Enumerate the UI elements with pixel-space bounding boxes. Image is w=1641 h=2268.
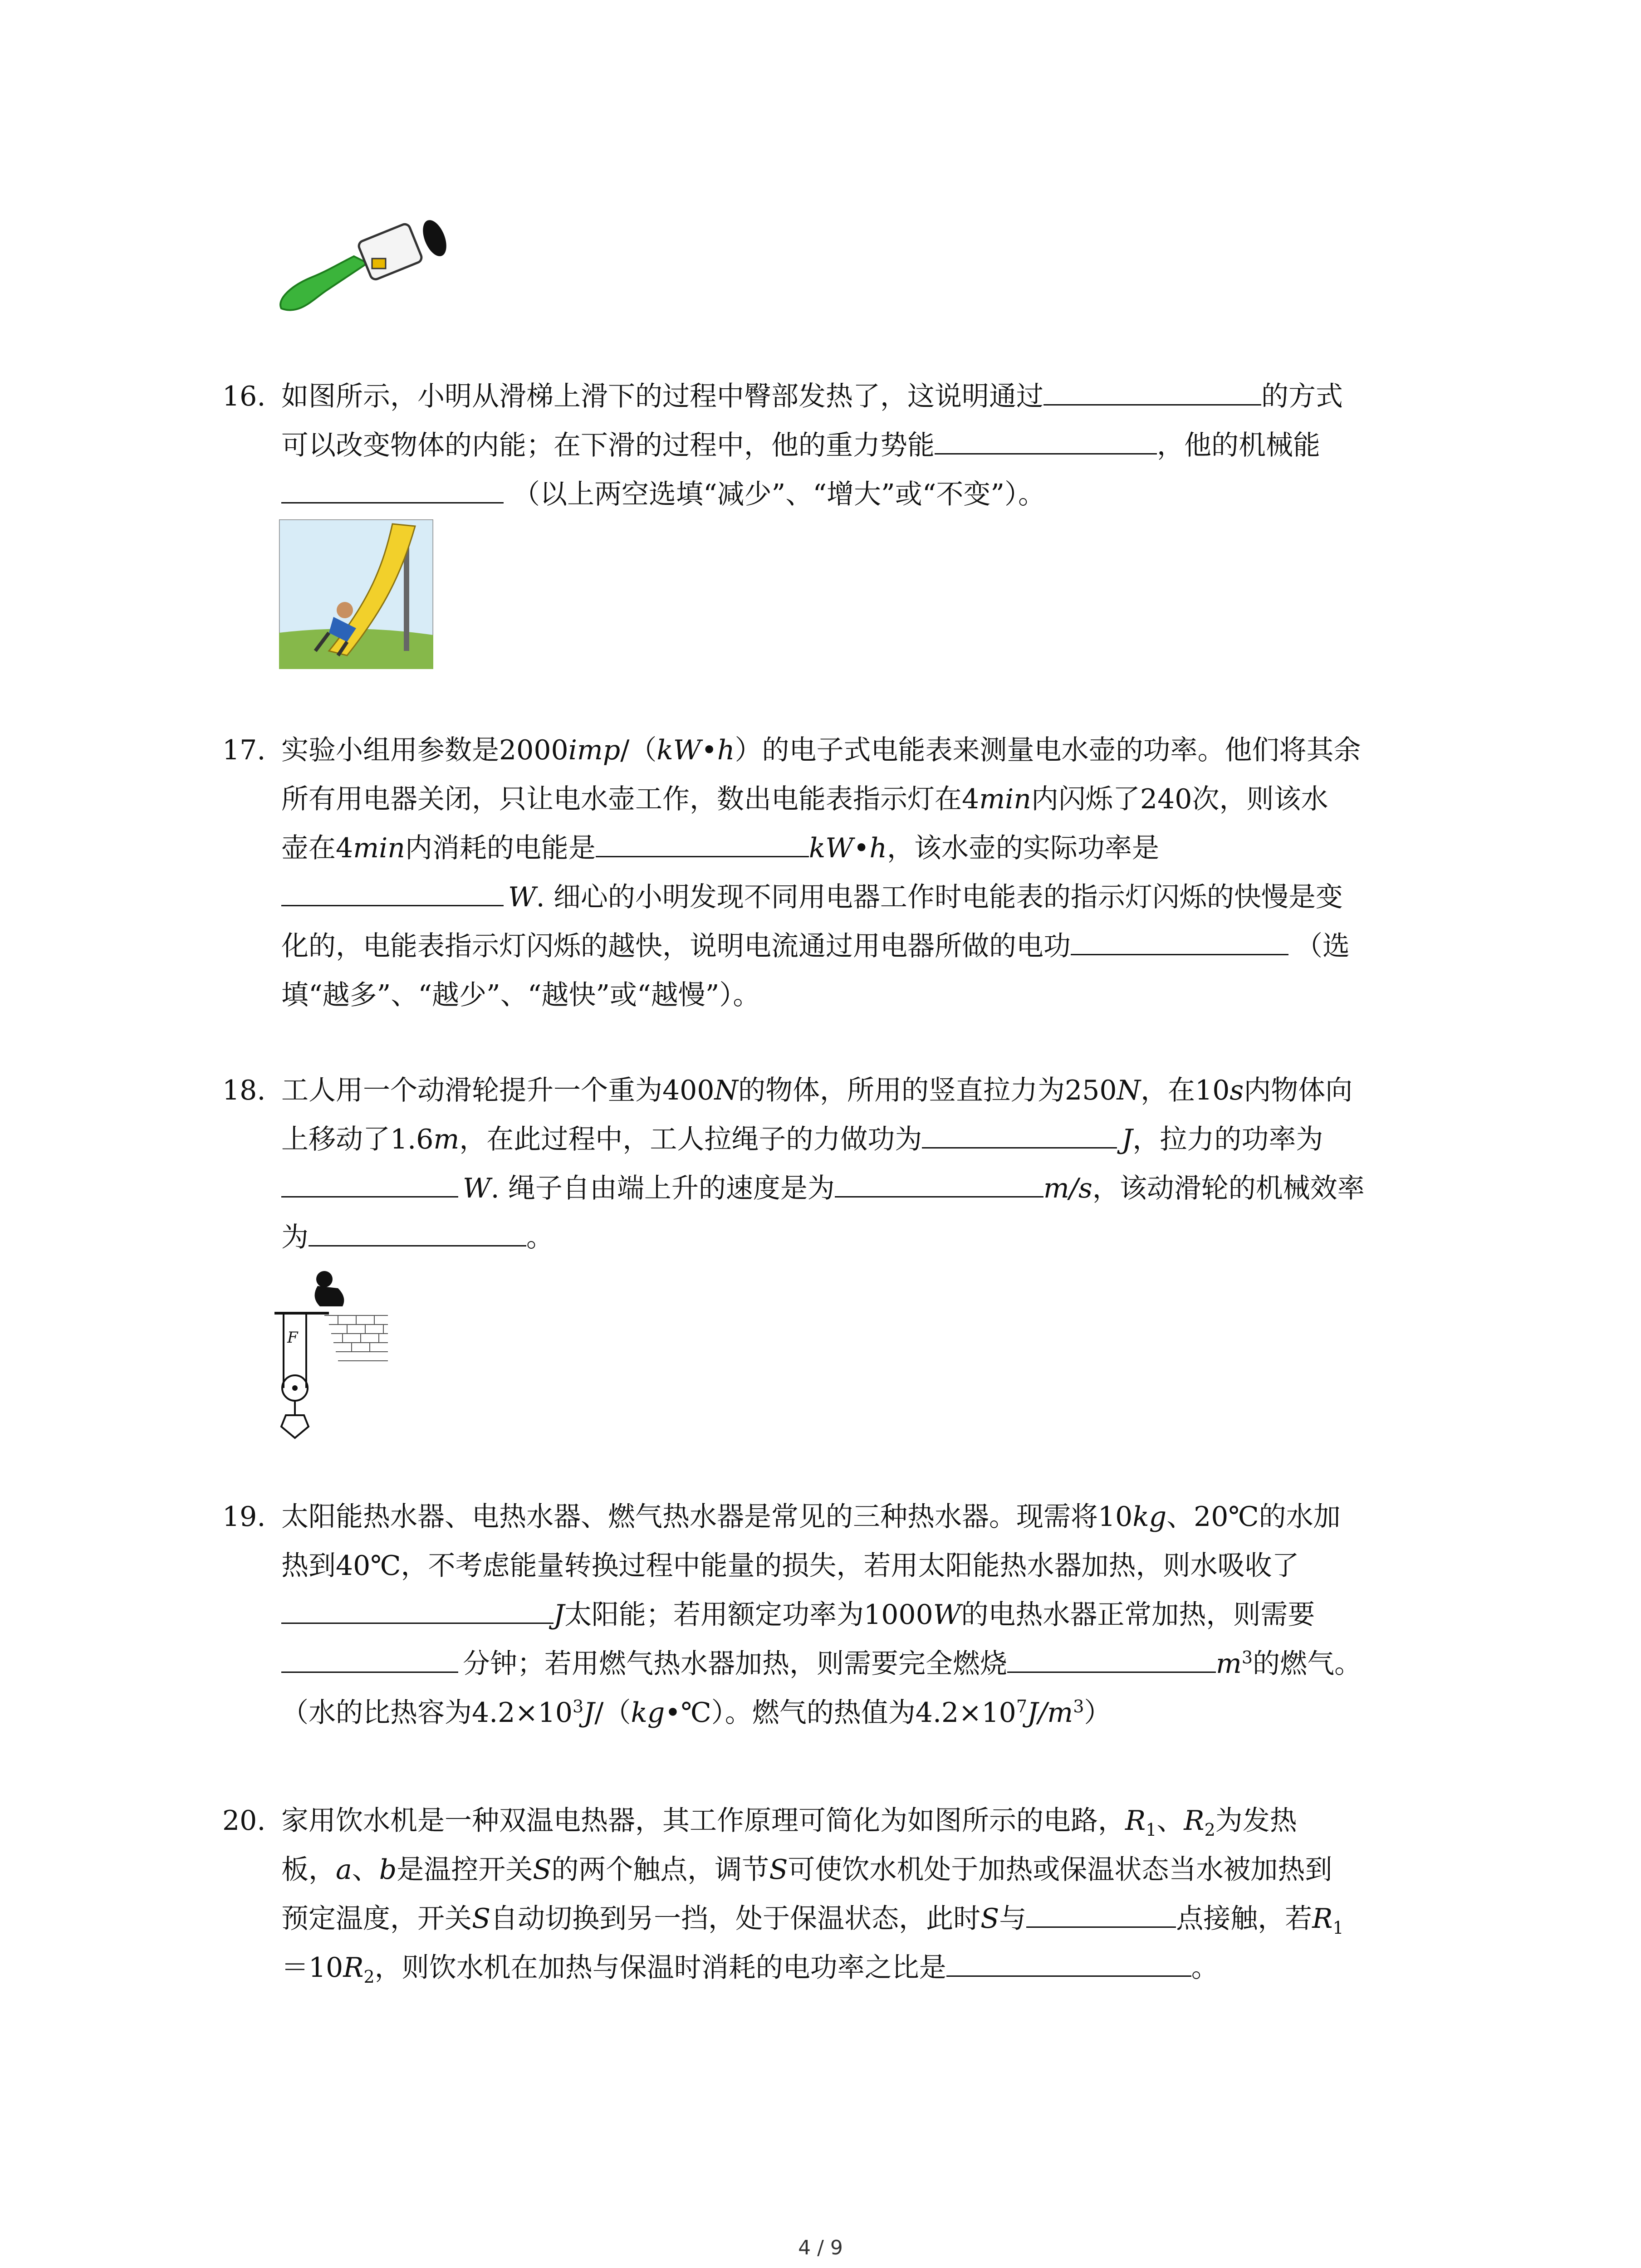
q18-unit: N (714, 1075, 739, 1106)
q18-text: 。 (526, 1222, 554, 1253)
answer-blank[interactable] (946, 1947, 1191, 1977)
question-number: 16. (222, 381, 266, 412)
answer-blank[interactable] (1071, 926, 1288, 955)
q17-text: 实验小组用参数是2000 (281, 734, 568, 766)
question-16 (222, 372, 1456, 519)
q19-unit: W (933, 1599, 961, 1631)
answer-blank[interactable] (835, 1168, 1043, 1198)
q20-symbol: S (533, 1854, 552, 1886)
question-17 (222, 726, 1456, 1020)
q20-subscript: 2 (1204, 1820, 1215, 1840)
q19-text: 的电热水器正常加热，则需要 (961, 1599, 1315, 1631)
q18-text: 内物体向 (1244, 1075, 1353, 1106)
q19-text: 热到40℃，不考虑能量转换过程中能量的损失，若用太阳能热水器加热，则水吸收了 (281, 1550, 1299, 1582)
pulley-figure (274, 1270, 392, 1442)
question-number: 19. (222, 1501, 266, 1533)
q19-text: 太阳能；若用额定功率为1000 (564, 1599, 933, 1631)
q20-text: 是温控开关 (397, 1854, 533, 1886)
q20-symbol: R (1312, 1903, 1333, 1935)
flashlight-figure (272, 213, 463, 322)
q16-text: （以上两空选填“减少”、“增大”或“不变”）。 (513, 479, 1046, 510)
q17-unit: min (979, 783, 1031, 815)
answer-blank[interactable] (596, 828, 809, 857)
q20-symbol: R (1125, 1805, 1146, 1837)
q17-text: 化的，电能表指示灯闪烁的越快，说明电流通过用电器所做的电功 (281, 930, 1071, 962)
q17-text: ，该水壶的实际功率是 (887, 832, 1159, 864)
q19-text: 、20℃的水加 (1166, 1501, 1341, 1533)
q19-text: ） (1084, 1697, 1112, 1729)
q20-symbol: a (336, 1854, 352, 1886)
q20-text: 家用饮水机是一种双温电热器，其工作原理可简化为如图所示的电路， (281, 1805, 1125, 1837)
force-label: F (287, 1329, 298, 1347)
answer-blank[interactable] (935, 425, 1157, 455)
q16-text: 可以改变物体的内能；在下滑的过程中，他的重力势能 (281, 430, 935, 461)
q17-text: 壶在4 (281, 832, 353, 864)
answer-blank[interactable] (309, 1217, 526, 1246)
q17-text: 所有用电器关闭，只让电水壶工作，数出电能表指示灯在4 (281, 783, 980, 815)
q18-text: ，该动滑轮的机械效率 (1092, 1173, 1365, 1204)
question-number: 17. (222, 734, 266, 766)
q17-unit: kW•h (808, 832, 887, 864)
answer-blank[interactable] (1043, 376, 1261, 406)
q19-unit: J (583, 1697, 595, 1729)
q18-unit: s (1230, 1075, 1244, 1106)
q17-text: /（ (620, 734, 657, 766)
q18-text: 的物体，所用的竖直拉力为250 (738, 1075, 1117, 1106)
q19-unit: J (554, 1599, 565, 1631)
q20-symbol: R (1184, 1805, 1205, 1837)
q19-superscript: 3 (573, 1696, 584, 1716)
q16-text: 的方式 (1261, 381, 1343, 412)
q20-text: ＝10 (281, 1952, 343, 1984)
q18-unit: J (1122, 1124, 1133, 1155)
answer-blank[interactable] (281, 877, 504, 906)
answer-blank[interactable] (281, 474, 504, 503)
q19-unit: kg (631, 1697, 665, 1729)
q19-unit: J/m (1027, 1697, 1073, 1729)
q17-text: • (701, 734, 717, 766)
q20-text: 可使饮水机处于加热或保温状态当水被加热到 (788, 1854, 1332, 1886)
q20-text: ，则饮水机在加热与保温时消耗的电功率之比是 (374, 1952, 946, 1984)
q20-text: 、 (1156, 1805, 1184, 1837)
answer-blank[interactable] (281, 1643, 458, 1673)
q20-text: 自动切换到另一挡，处于保温状态，此时 (490, 1903, 981, 1935)
q17-unit: h (717, 734, 735, 766)
q18-text: ，拉力的功率为 (1132, 1124, 1323, 1155)
answer-blank[interactable] (1026, 1898, 1176, 1928)
q19-text: 太阳能热水器、电热水器、燃气热水器是常见的三种热水器。现需将10 (281, 1501, 1133, 1533)
q19-text: /（ (594, 1697, 631, 1729)
q20-text: 、 (352, 1854, 379, 1886)
q19-superscript: 3 (1073, 1696, 1084, 1716)
q19-text: 分钟；若用燃气热水器加热，则需要完全燃烧 (463, 1648, 1007, 1680)
question-19 (222, 1492, 1456, 1737)
q20-subscript: 1 (1332, 1918, 1344, 1938)
q18-text: 上移动了1.6 (281, 1124, 434, 1155)
q20-symbol: b (379, 1854, 397, 1886)
q20-symbol: R (343, 1952, 364, 1984)
q17-text: . 细心的小明发现不同用电器工作时电能表的指示灯闪烁的快慢是变 (536, 881, 1343, 913)
slide-figure (279, 519, 433, 669)
q20-text: 的两个触点，调节 (551, 1854, 769, 1886)
q17-text: 内消耗的电能是 (405, 832, 596, 864)
q17-unit: imp (568, 734, 621, 766)
q19-unit: kg (1132, 1501, 1167, 1533)
page-number: 4 / 9 (798, 2236, 843, 2259)
question-20 (222, 1796, 1456, 1992)
q17-text: ）的电子式电能表来测量电水壶的功率。他们将其余 (735, 734, 1361, 766)
q20-subscript: 1 (1146, 1820, 1157, 1840)
question-18 (222, 1066, 1456, 1262)
q19-unit: m (1216, 1648, 1242, 1680)
q20-symbol: S (980, 1903, 999, 1935)
q20-text: 。 (1191, 1952, 1219, 1984)
q19-superscript: 3 (1241, 1647, 1253, 1667)
q20-text: 点接触，若 (1176, 1903, 1313, 1935)
q17-text: （选 (1295, 930, 1350, 962)
q20-subscript: 2 (363, 1967, 375, 1987)
q19-superscript: 7 (1016, 1696, 1028, 1716)
q20-text: 预定温度，开关 (281, 1903, 472, 1935)
q20-text: 与 (999, 1903, 1027, 1935)
q16-text: ，他的机械能 (1157, 430, 1320, 461)
q16-text: 如图所示，小明从滑梯上滑下的过程中臀部发热了，这说明通过 (281, 381, 1043, 412)
q20-symbol: S (472, 1903, 491, 1935)
q18-unit: N (1117, 1075, 1141, 1106)
q17-text: 填“越多”、“越少”、“越快”或“越慢”）。 (281, 979, 760, 1011)
q18-text: ，在10 (1141, 1075, 1230, 1106)
q17-unit: min (353, 832, 405, 864)
answer-blank[interactable] (1007, 1643, 1216, 1673)
q18-unit: m (433, 1124, 460, 1155)
q17-unit: kW (656, 734, 701, 766)
q18-text: . 绳子自由端上升的速度是为 (490, 1173, 835, 1204)
q17-unit: W (508, 881, 536, 913)
answer-blank[interactable] (922, 1119, 1117, 1149)
q20-text: 板， (281, 1854, 336, 1886)
question-number: 20. (222, 1805, 266, 1837)
answer-blank[interactable] (281, 1594, 554, 1624)
q18-text: 工人用一个动滑轮提升一个重为400 (281, 1075, 715, 1106)
answer-blank[interactable] (281, 1168, 458, 1198)
q18-text: 为 (281, 1222, 309, 1253)
q18-unit: m/s (1043, 1173, 1092, 1204)
q19-text: •℃）。燃气的热值为4.2×10 (665, 1697, 1016, 1729)
q18-text: ，在此过程中，工人拉绳子的力做功为 (459, 1124, 922, 1155)
q19-text: （水的比热容为4.2×10 (281, 1697, 573, 1729)
q18-unit: W (463, 1173, 491, 1204)
q19-text: 的燃气。 (1253, 1648, 1362, 1680)
q20-symbol: S (769, 1854, 788, 1886)
q17-text: 内闪烁了240次，则该水 (1031, 783, 1328, 815)
q20-text: 为发热 (1215, 1805, 1297, 1837)
question-number: 18. (222, 1075, 266, 1106)
